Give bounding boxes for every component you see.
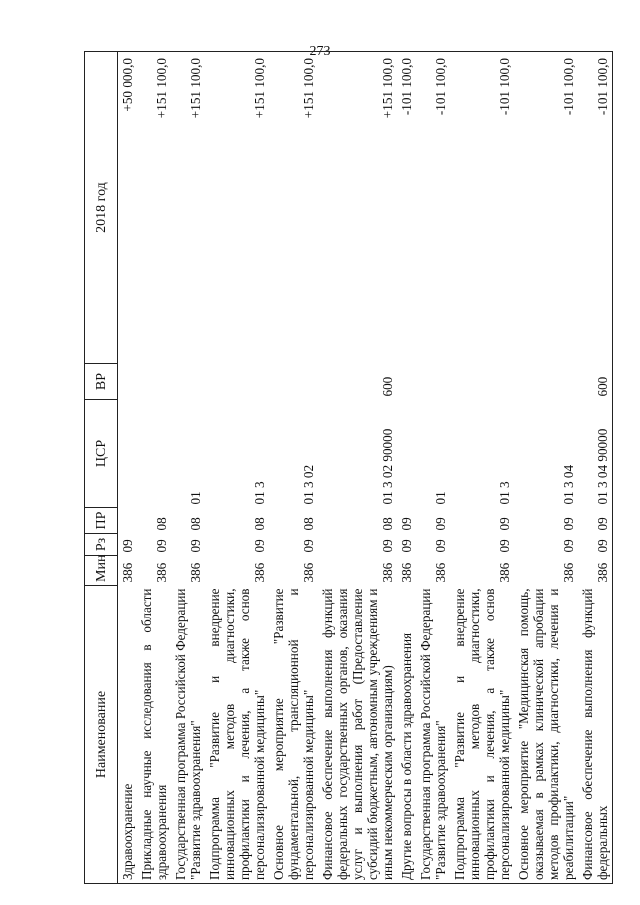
row-value: -101 100,0	[578, 52, 613, 364]
row-vr	[137, 364, 171, 400]
row-csr: 01 3	[252, 481, 267, 505]
row-value: +151 100,0	[205, 52, 269, 364]
table-row	[118, 52, 138, 884]
table-row	[450, 52, 514, 884]
row-vr	[118, 364, 138, 400]
row-vr: 600	[578, 364, 613, 400]
row-rz: 09	[120, 539, 135, 553]
table-row	[137, 52, 171, 884]
row-name: Финансовое обеспечение выполнения функций федеральных	[578, 586, 613, 884]
row-pr: 09	[578, 508, 613, 534]
rotated-table-container	[84, 52, 608, 884]
row-rz: 09	[433, 539, 448, 553]
header-year: 2018 год	[85, 52, 118, 364]
row-min: 386	[120, 562, 135, 583]
row-csr: 01	[188, 491, 203, 505]
table-row	[171, 52, 205, 884]
row-pr: 08	[380, 517, 395, 531]
table-body	[118, 52, 613, 884]
row-csr: 01 3 04	[561, 464, 576, 505]
row-csr: 01	[433, 491, 448, 505]
row-min: 386	[399, 562, 414, 583]
row-min: 386	[380, 562, 395, 583]
row-vr	[205, 364, 269, 400]
row-vr	[514, 364, 578, 400]
header-vr: ВР	[85, 364, 118, 400]
row-min: 386	[188, 562, 203, 583]
row-value: +151 100,0	[137, 52, 171, 364]
row-vr: 600	[380, 376, 395, 397]
table-row	[514, 52, 578, 884]
row-vr	[450, 364, 514, 400]
row-pr: 09	[399, 517, 414, 531]
row-rz: 09	[380, 539, 395, 553]
row-pr: 08	[188, 517, 203, 531]
row-csr: 01 3 02 90000	[380, 428, 395, 505]
row-min: 386	[578, 556, 613, 586]
table-row	[269, 52, 318, 884]
header-csr: ЦСР	[85, 400, 118, 508]
row-value: -101 100,0	[450, 52, 514, 364]
row-csr: 01 3 02	[301, 464, 316, 505]
row-csr: 01 3 04 90000	[578, 400, 613, 508]
row-vr	[269, 364, 318, 400]
row-rz: 09	[154, 539, 169, 553]
row-pr: 09	[433, 517, 448, 531]
row-rz: 09	[561, 539, 576, 553]
row-rz: 09	[188, 539, 203, 553]
row-csr: 01 3	[497, 481, 512, 505]
row-rz: 09	[301, 539, 316, 553]
row-vr	[171, 364, 205, 400]
row-min: 386	[433, 562, 448, 583]
row-value: +151 100,0	[318, 52, 397, 364]
row-name: Основное мероприятие "Развитие фундаментальной, трансляционной и персонализированной медицины"	[269, 586, 318, 884]
row-min: 386	[561, 562, 576, 583]
row-min: 386	[497, 562, 512, 583]
header-min: Мин	[85, 556, 118, 586]
table-row	[318, 52, 397, 884]
row-min: 386	[301, 562, 316, 583]
row-value: -101 100,0	[514, 52, 578, 364]
row-name: Прикладные научные исследования в области здравоохранения	[137, 586, 171, 884]
row-pr: 09	[561, 517, 576, 531]
row-pr: 08	[154, 517, 169, 531]
row-pr: 08	[301, 517, 316, 531]
row-name: Другие вопросы в области здравоохранения	[397, 586, 416, 884]
row-pr: 09	[497, 517, 512, 531]
row-value: -101 100,0	[397, 52, 416, 364]
row-min: 386	[154, 562, 169, 583]
row-pr	[118, 508, 138, 534]
row-value: +151 100,0	[171, 52, 205, 364]
row-csr	[118, 400, 138, 508]
row-rz: 09	[578, 534, 613, 556]
row-rz: 09	[497, 539, 512, 553]
row-name: Основное мероприятие "Медицинская помощь, оказываемая в рамках клинической апробации методов профилактики, диагностики, лечения и реабилитации"	[514, 586, 578, 884]
row-min: 386	[252, 562, 267, 583]
row-rz: 09	[252, 539, 267, 553]
row-name: Государственная программа Российской Федерации "Развитие здравоохранения"	[171, 586, 205, 884]
table-row	[397, 52, 416, 884]
row-value: +151 100,0	[269, 52, 318, 364]
header-name: Наименование	[85, 586, 118, 884]
row-name: Здравоохранение	[118, 586, 138, 884]
table-row	[578, 52, 613, 884]
row-name: Государственная программа Российской Федерации "Развитие здравоохранения"	[416, 586, 450, 884]
page-number: 273	[309, 44, 331, 59]
table-row	[205, 52, 269, 884]
table-header	[85, 52, 118, 884]
row-value: +50 000,0	[118, 52, 138, 364]
row-rz: 09	[399, 539, 414, 553]
row-pr: 08	[252, 517, 267, 531]
row-vr	[416, 364, 450, 400]
row-name: Финансовое обеспечение выполнения функций федеральных государственных органов, оказания услуг и выполнения работ (Предоставление субсидий бюджетным, автономным учреждениям и иным некоммерческим организациям)	[318, 586, 397, 884]
row-name: Подпрограмма "Развитие и внедрение инновационных методов диагностики, профилактики и лечения, а также основ персонализированной медицины"	[205, 586, 269, 884]
header-pr: ПР	[85, 508, 118, 534]
row-csr	[397, 400, 416, 508]
header-rz: Рз	[85, 534, 118, 556]
budget-table	[84, 51, 613, 884]
row-value: -101 100,0	[416, 52, 450, 364]
table-row	[416, 52, 450, 884]
row-name: Подпрограмма "Развитие и внедрение инновационных методов диагностики, профилактики и лечения, а также основ персонализированной медицины"	[450, 586, 514, 884]
row-vr	[397, 364, 416, 400]
row-csr	[137, 400, 171, 508]
